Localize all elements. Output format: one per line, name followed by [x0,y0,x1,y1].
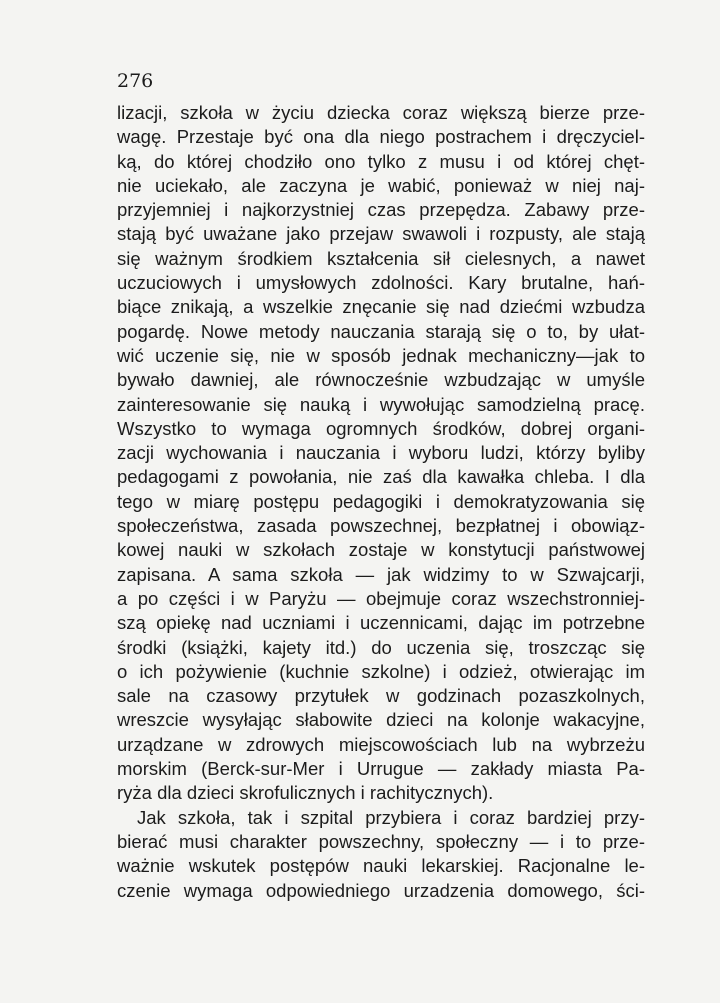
text-line: się ważnym środkiem kształcenia sił cielesnych, a nawet [117,247,645,269]
text-line: ryża dla dzieci skrofulicznych i rachitycznych). [117,782,494,804]
text-line: ważnie wskutek postępów nauki lekarskiej. Racjonalne le- [117,855,645,877]
text-line: pedagogami z powołania, nie zaś dla kawałka chleba. I dla [117,466,645,488]
text-line: wić uczenie się, nie w sposób jednak mechaniczny—jak to [117,344,645,366]
text-line: nie uciekało, ale zaczyna je wabić, ponieważ w niej naj- [117,174,645,196]
page-number: 276 [117,70,154,92]
text-line: tego w miarę postępu pedagogiki i demokratyzowania się [117,490,645,512]
text-line: bierać musi charakter powszechny, społeczny — i to prze- [117,830,645,852]
text-line: szą opiekę nad uczniami i uczennicami, dając im potrzebne [117,612,645,634]
text-line: o ich pożywienie (kuchnie szkolne) i odzież, otwierając im [117,660,645,682]
body-text [117,101,645,903]
text-line: kowej nauki w szkołach zostaje w konstytucji państwowej [117,539,645,561]
text-line: zainteresowanie się nauką i wywołując samodzielną pracę. [117,393,645,415]
text-line: ką, do której chodziło ono tylko z musu i od której chęt- [117,150,645,172]
text-line: społeczeństwa, zasada powszechnej, bezpłatnej i obowiąz- [117,515,645,537]
text-line: bywało dawniej, ale równocześnie wzbudzając w umyśle [117,369,645,391]
text-line: lizacji, szkoła w życiu dziecka coraz większą bierze prze- [117,102,645,123]
text-line: a po części i w Paryżu — obejmuje coraz wszechstronniej- [117,587,645,609]
text-line: Wszystko to wymaga ogromnych środków, dobrej organi- [117,417,645,439]
text-line: morskim (Berck-sur-Mer i Urrugue — zakłady miasta Pa- [117,758,645,780]
text-line: urządzane w zdrowych miejscowościach lub na wybrzeżu [117,733,645,755]
text-line: biące znikają, a wszelkie znęcanie się nad dziećmi wzbudza [117,296,645,318]
text-line: uczuciowych i umysłowych zdolności. Kary brutalne, hań- [117,272,645,294]
text-line: czenie wymaga odpowiedniego urzadzenia domowego, ści- [117,879,645,901]
text-line: sale na czasowy przytułek w godzinach pozaszkolnych, [117,685,645,707]
text-line: Jak szkoła, tak i szpital przybiera i coraz bardziej przy- [137,806,645,828]
text-line: wreszcie wysyłając słabowite dzieci na kolonje wakacyjne, [117,709,645,731]
text-line: przyjemniej i najkorzystniej czas przepędza. Zabawy prze- [117,199,645,221]
text-line: stają być uważane jako przejaw swawoli i rozpusty, ale stają [117,223,645,245]
text-line: zapisana. A sama szkoła — jak widzimy to w Szwajcarji, [117,563,645,585]
text-line: pogardę. Nowe metody nauczania starają się o to, by ułat- [117,320,645,342]
text-line: wagę. Przestaje być ona dla niego postrachem i dręczyciel- [117,126,645,148]
text-line: środki (książki, kajety itd.) do uczenia się, troszcząc się [117,636,645,658]
text-line: zacji wychowania i nauczania i wyboru ludzi, którzy byliby [117,442,645,464]
